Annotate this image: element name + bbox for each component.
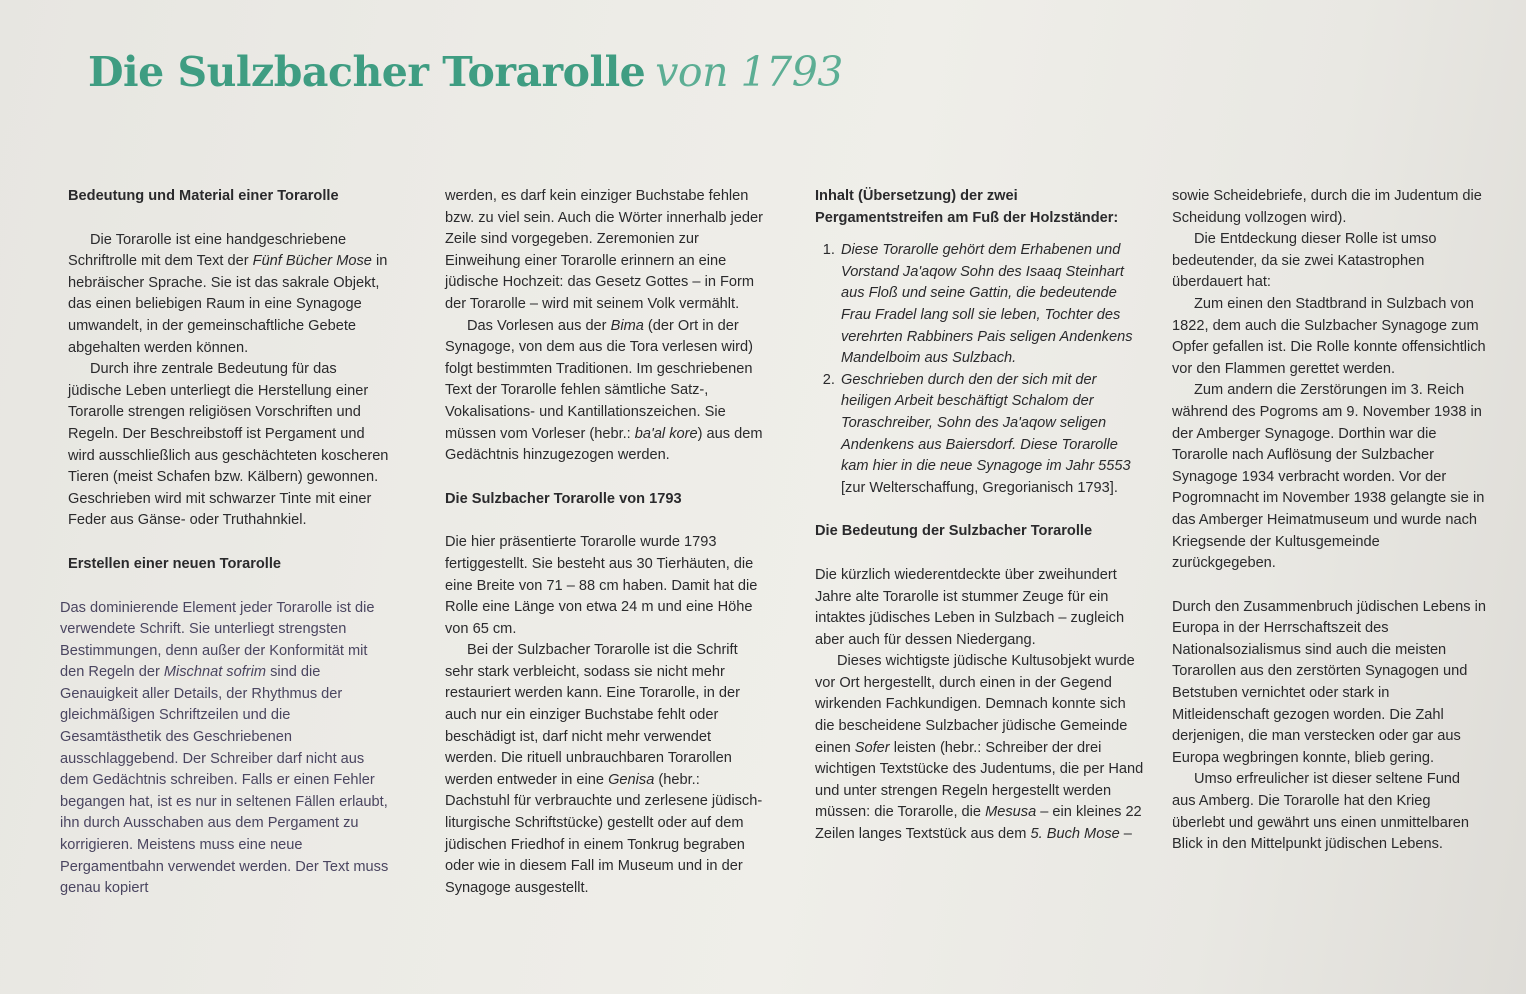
paragraph <box>60 598 390 900</box>
paragraph: Zum andern die Zerstörungen im 3. Reich während des Pogroms am 9. November 1938 in der Amberger Synagoge. Dorthin war die Torarolle nach Auflösung der Sulzbacher Synagoge 1934 verbracht worden. Vor der Pogromnacht im November 1938 gelangte sie in das Amberger Heimatmuseum und wurde nach Kriegsende der Kultusgemeinde zurückgegeben. <box>1172 382 1485 572</box>
emphasis-text: 5. Buch Mose <box>1030 826 1120 843</box>
text-span: [zur Welterschaffung, Gregorianisch 1793]. <box>841 479 1118 496</box>
emphasis-text: Sofer <box>854 739 890 756</box>
emphasis-text: Genisa <box>608 771 655 788</box>
emphasis-text: Fünf Bücher Mose <box>252 253 372 270</box>
text-column-1 <box>60 186 390 900</box>
text-span: Das Vorlesen aus der <box>467 317 611 334</box>
paragraph: werden, es darf kein einziger Buchstabe fehlen bzw. zu viel sein. Auch die Wörter innerhalb jeder Zeile sind vorgegeben. Zeremonien zur Einweihung einer Torarolle erinnern an eine jüdische Hochzeit: das Gesetz Gottes – in Form der Torarolle – wird mit seinem Volk vermählt. <box>445 188 763 312</box>
list-item: 1. Diese Torarolle gehört dem Erhabenen und Vorstand Ja'aqow Sohn des Isaaq Steinhart aus Floß und seine Gattin, die bedeutende Frau Fradel lang soll sie leben, Tochter des verehrten Rabbiners Pais seligen Andenkens Mandelboim aus Sulzbach. <box>839 240 1145 370</box>
paragraph: Die Entdeckung dieser Rolle ist umso bedeutender, da sie zwei Katastrophen überdauert hat: <box>1172 231 1437 291</box>
text-span: in hebräischer Sprache. Sie ist das sakrale Objekt, das einen beliebigen Raum in eine Synagoge umwandelt, in der gemeinschaftliche Gebete abgehalten werden können. <box>68 253 388 356</box>
title-main: Die Sulzbacher Torarolle <box>88 48 646 96</box>
text-span: Bei der Sulzbacher Torarolle ist die Schrift sehr stark verbleicht, sodass sie nicht mehr restauriert werden kann. Eine Torarolle, in der auch nur ein einziger Buchstabe fehlt oder beschädigt ist, darf nicht mehr verwendet werden. Die rituell unbrauchbaren Torarollen werden entweder in eine <box>445 642 741 788</box>
paragraph: Durch den Zusammenbruch jüdischen Lebens in Europa in der Herrschaftszeit des Nationalsozialismus sind auch die meisten Torarollen aus den zerstörten Synagogen und Betstuben vernichtet oder stark in Mitleidenschaft gezogen worden. Die Zahl derjenigen, die man verstecken oder gar aus Europa wegbringen konnte, blieb gering. <box>1172 598 1486 766</box>
emphasis-text: ba'al kore <box>634 425 698 442</box>
translation-list <box>815 240 1145 499</box>
section-heading-material: Bedeutung und Material einer Torarolle <box>68 188 339 204</box>
paragraph: Zum einen den Stadtbrand in Sulzbach von 1822, dem auch die Sulzbacher Synagoge zum Opfer gefallen ist. Die Rolle konnte offensichtlich vor den Flammen gerettet werden. <box>1172 295 1486 377</box>
paragraph <box>815 651 1145 845</box>
section-heading-content: Inhalt (Übersetzung) der zwei Pergamentstreifen am Fuß der Holzständer: <box>815 188 1119 226</box>
text-span: ) aus dem Gedächtnis hinzugezogen werden. <box>445 425 763 464</box>
text-span: (hebr.: Dachstuhl für verbrauchte und zerlesene jüdisch-liturgische Schriftstücke) gestellt oder auf dem jüdischen Friedhof in einem Tonkrug begraben oder wie in diesem Fall im Museum und in der Synagoge ausgestellt. <box>445 771 763 896</box>
text-span: leisten (hebr.: Schreiber der drei wichtigen Textstücke des Judentums, die per Hand und unter strengen Regeln hergestellt werden müssen: die Torarolle, die <box>815 739 1144 821</box>
page-title <box>88 48 843 96</box>
text-span: – ein kleines 22 Zeilen langes Textstück aus dem <box>815 804 1142 843</box>
text-span: Dieses wichtigste jüdische Kultusobjekt wurde vor Ort hergestellt, durch einen in der Gegend wirkenden Fachkundigen. Demnach konnte sich die bescheidene Sulzbacher jüdische Gemeinde einen <box>815 653 1135 756</box>
emphasis-text: Mesusa <box>985 804 1037 821</box>
emphasis-text: Bima <box>610 317 644 334</box>
paragraph <box>60 230 390 360</box>
section-heading-sulzbach: Die Sulzbacher Torarolle von 1793 <box>445 490 682 507</box>
paragraph <box>445 640 765 899</box>
text-span: (der Ort in der Synagoge, von dem aus die Tora verlesen wird) folgt bestimmten Traditionen. Im geschriebenen Text der Torarolle fehlen sämtliche Satz-, Vokalisations- und Kantillationszeichen. Sie müssen vom Vorleser (hebr.: <box>445 317 753 442</box>
text-column-4 <box>1172 186 1487 856</box>
text-span: Geschrieben durch den der sich mit der heiligen Arbeit beschäftigt Schalom der Toraschreiber, Sohn des Ja'aqow seligen Andenkens aus Baiersdorf. Diese Torarolle kam hier in die neue Synagoge im Jahr 5553 <box>841 371 1131 475</box>
text-span: Die Torarolle ist eine handgeschriebene Schriftrolle mit dem Text der <box>68 231 347 270</box>
section-heading-new-torah: Erstellen einer neuen Torarolle <box>68 555 282 572</box>
emphasis-text: Mischnat sofrim <box>163 664 267 681</box>
list-item <box>839 370 1145 500</box>
paragraph: Die kürzlich wiederentdeckte über zweihundert Jahre alte Torarolle ist stummer Zeuge für ein intaktes jüdisches Leben in Sulzbach – zugleich aber auch für dessen Niedergang. <box>815 566 1125 648</box>
text-span: – <box>1119 826 1132 843</box>
text-column-3 <box>815 186 1145 846</box>
paragraph: Die hier präsentierte Torarolle wurde 1793 fertiggestellt. Sie besteht aus 30 Tierhäuten, die eine Breite von 71 – 88 cm haben. Damit hat die Rolle eine Länge von etwa 24 m und eine Höhe von 65 cm. <box>445 534 758 637</box>
paragraph: Durch ihre zentrale Bedeutung für das jüdische Leben unterliegt die Herstellung einer Torarolle strengen religiösen Vorschriften und Regeln. Der Beschreibstoff ist Pergament und wird ausschließlich aus geschächteten koscheren Tieren (meist Schafen bzw. Kälbern) gewonnen. Geschrieben wird mit schwarzer Tinte mit einer Feder aus Gänse- oder Truthahnkiel. <box>68 361 389 529</box>
paragraph <box>445 316 765 467</box>
title-subtitle: von 1793 <box>655 48 843 96</box>
section-heading-significance: Die Bedeutung der Sulzbacher Torarolle <box>815 523 1093 540</box>
text-column-2 <box>445 186 765 899</box>
paragraph: Umso erfreulicher ist dieser seltene Fund aus Amberg. Die Torarolle hat den Krieg überlebt und gewährt uns einen unmittelbaren Blick in den Mittelpunkt jüdischen Lebens. <box>1172 771 1469 853</box>
paragraph: sowie Scheidebriefe, durch die im Judentum die Scheidung vollzogen wird). <box>1172 188 1482 226</box>
text-span: Das dominierende Element jeder Torarolle ist die verwendete Schrift. Sie unterliegt strengsten Bestimmungen, denn außer der Konformität mit den Regeln der <box>60 599 375 681</box>
text-span: sind die Genauigkeit aller Details, der Rhythmus der gleichmäßigen Schriftzeilen und die Gesamtästhetik des Geschriebenen ausschlaggebend. Der Schreiber darf nicht aus dem Gedächtnis schreiben. Falls er einen Fehler begangen hat, ist es nur in seltenen Fällen erlaubt, ihn durch Ausschaben aus dem Pergament zu korrigieren. Meistens muss eine neue Pergamentbahn verwendet werden. Der Text muss genau kopiert <box>60 664 389 897</box>
